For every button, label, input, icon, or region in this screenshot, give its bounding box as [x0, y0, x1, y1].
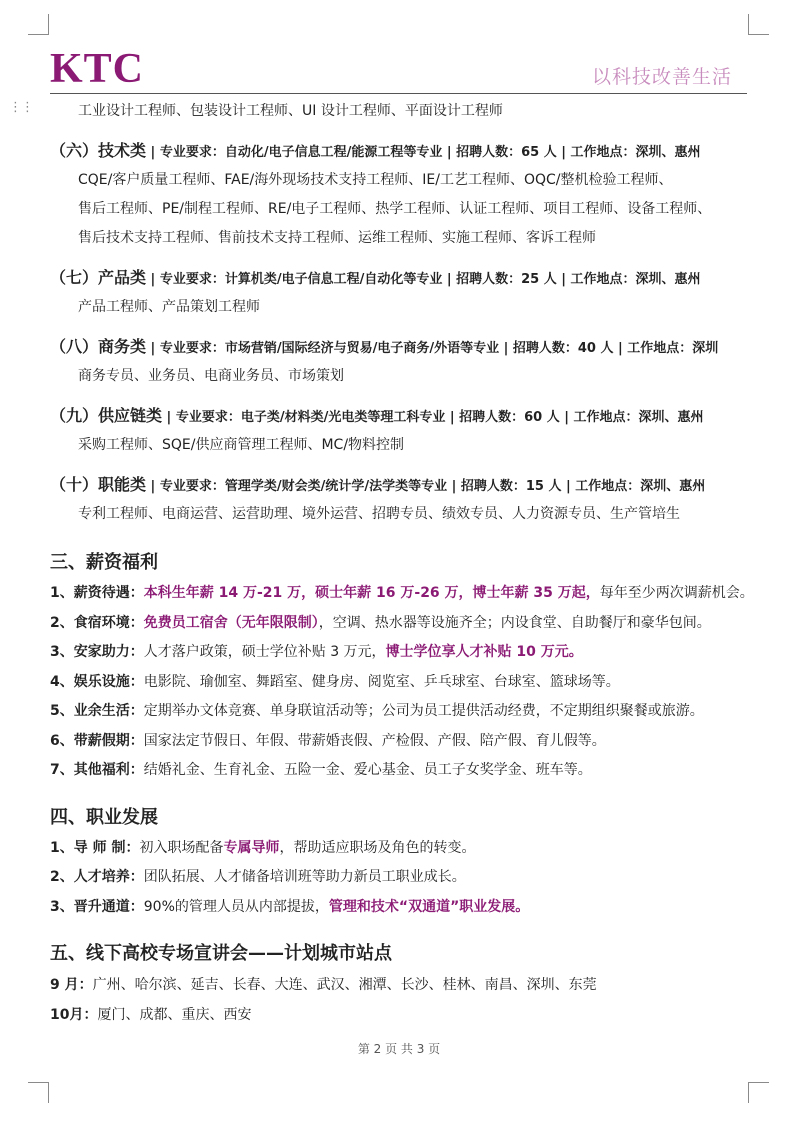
item-text: 初入职场配备: [139, 839, 224, 856]
ktc-logo: KTC: [50, 46, 145, 92]
salary-items: [50, 579, 754, 786]
category-positions: 专利工程师、电商运营、运营助理、境外运营、招聘专员、绩效专员、人力资源专员、生产管培生: [78, 506, 680, 522]
item-highlight: 博士学位享人才补贴 10 万元。: [385, 644, 583, 660]
crop-mark-top-right: [748, 14, 769, 35]
item-label: 3、安家助力：: [50, 644, 144, 660]
city-list: 厦门、成都、重庆、西安: [97, 1007, 252, 1023]
item-highlight: 免费员工宿舍（无年限限制）: [143, 614, 319, 631]
item-label: 5、业余生活：: [50, 703, 144, 719]
item-label: 6、带薪假期：: [50, 732, 144, 749]
header-slogan: 以科技改善生活: [591, 66, 732, 88]
category-requirements: | 专业要求：自动化/电子信息工程/能源工程等专业 | 招聘人数：65 人 | 工作地点：深圳、惠州: [146, 145, 701, 160]
job-categories: [50, 138, 750, 529]
list-item: [50, 697, 750, 727]
crop-mark-top-left: [28, 14, 49, 35]
category-name: 产品类: [98, 268, 147, 287]
list-item: [50, 638, 750, 668]
item-text: ，帮助适应职场及角色的转变。: [279, 839, 476, 856]
section-title-campus-talks: 五、线下高校专场宣讲会——计划城市站点: [50, 943, 392, 964]
item-label: 1、导 师 制：: [50, 839, 140, 856]
item-text: 团队拓展、人才储备培训班等助力新员工职业成长。: [143, 869, 466, 885]
category-number: （八）: [50, 337, 99, 356]
category-header: [50, 334, 750, 362]
category-header: [50, 403, 750, 431]
city-row: [50, 1000, 750, 1030]
item-text: 90%的管理人员从内部提拔，: [143, 898, 329, 915]
item-label: 7、其他福利：: [50, 762, 144, 778]
item-text: 结婚礼金、生育礼金、五险一金、爱心基金、员工子女奖学金、班车等。: [143, 762, 592, 778]
item-label: 4、娱乐设施：: [50, 673, 144, 690]
category-name: 商务类: [98, 337, 147, 356]
category-positions: 采购工程师、SQE/供应商管理工程师、MC/物料控制: [78, 437, 405, 453]
item-text: 国家法定节假日、年假、带薪婚丧假、产检假、产假、陪产假、育儿假等。: [143, 732, 606, 749]
item-text: ，空调、热水器等设施齐全；内设食堂、自助餐厅和豪华包间。: [318, 614, 711, 631]
crop-mark-bottom-right: [748, 1082, 769, 1103]
list-item: [50, 609, 750, 639]
city-row: [50, 970, 750, 1000]
category-header: [50, 138, 750, 166]
category-header: [50, 472, 750, 500]
category-name: 供应链类: [98, 406, 163, 425]
item-label: 1、薪资待遇：: [50, 585, 144, 601]
top-line: 工业设计工程师、包装设计工程师、UI 设计工程师、平面设计工程师: [78, 103, 503, 119]
month-label: 10月：: [50, 1007, 98, 1023]
item-text: 定期举办文体竞赛、单身联谊活动等；公司为员工提供活动经费，不定期组织聚餐或旅游。: [143, 703, 704, 719]
category-positions: CQE/客户质量工程师、FAE/海外现场技术支持工程师、IE/工艺工程师、OQC/整机检验工程师、: [78, 172, 673, 188]
item-text: 电影院、瑜伽室、舞蹈室、健身房、阅览室、乒乓球室、台球室、篮球场等。: [143, 673, 620, 690]
category-requirements: | 专业要求：电子类/材料类/光电类等理工科专业 | 招聘人数：60 人 | 工作地点：深圳、惠州: [162, 410, 704, 425]
page-footer: 第 2 页 共 3 页: [357, 1042, 441, 1056]
category-positions: 商务专员、业务员、电商业务员、市场策划: [78, 368, 344, 384]
category-name: 技术类: [98, 141, 147, 160]
category-number: （九）: [50, 406, 99, 425]
category-positions: 售后工程师、PE/制程工程师、RE/电子工程师、热学工程师、认证工程师、项目工程师、设备工程师、: [78, 201, 712, 217]
drag-handle-icon[interactable]: ⋮⋮: [9, 100, 33, 115]
list-item: [50, 834, 750, 864]
document-body: [50, 96, 754, 1030]
item-text: 人才落户政策，硕士学位补贴 3 万元，: [143, 644, 386, 660]
city-list: 广州、哈尔滨、延吉、长春、大连、武汉、湘潭、长沙、桂林、南昌、深圳、东莞: [92, 977, 597, 993]
item-highlight: 专属导师: [223, 839, 280, 856]
category-requirements: | 专业要求：管理学类/财会类/统计学/法学类等专业 | 招聘人数：15 人 | 工作地点：深圳、惠州: [146, 479, 706, 494]
category-positions: 产品工程师、产品策划工程师: [78, 299, 260, 315]
section-title-salary: 三、薪资福利: [50, 552, 158, 573]
category-requirements: | 专业要求：市场营销/国际经济与贸易/电子商务/外语等专业 | 招聘人数：40 人 | 工作地点：深圳: [146, 341, 719, 356]
month-label: 9 月：: [50, 977, 93, 993]
section-title-career: 四、职业发展: [50, 806, 158, 828]
list-item: [50, 756, 750, 786]
item-label: 3、晋升通道：: [50, 898, 144, 915]
item-highlight: 本科生年薪 14 万-21 万，硕士年薪 16 万-26 万，博士年薪 35 万起，: [143, 585, 600, 601]
category-number: （六）: [50, 141, 99, 160]
category-header: [50, 265, 750, 293]
list-item: [50, 668, 750, 698]
city-schedule: [50, 970, 750, 1030]
category-number: （十）: [50, 475, 99, 494]
item-label: 2、食宿环境：: [50, 614, 144, 631]
career-items: [50, 834, 750, 923]
crop-mark-bottom-left: [28, 1082, 49, 1103]
item-highlight: 管理和技术“双通道”职业发展。: [328, 898, 530, 915]
list-item: [50, 863, 750, 893]
category-requirements: | 专业要求：计算机类/电子信息工程/自动化等专业 | 招聘人数：25 人 | 工作地点：深圳、惠州: [146, 272, 701, 287]
header-rule: [50, 93, 747, 94]
list-item: [50, 579, 754, 609]
item-text: 每年至少两次调薪机会。: [599, 585, 754, 601]
category-positions: 售后技术支持工程师、售前技术支持工程师、运维工程师、实施工程师、客诉工程师: [78, 230, 596, 246]
list-item: [50, 727, 750, 757]
item-label: 2、人才培养：: [50, 869, 144, 885]
list-item: [50, 893, 750, 923]
category-name: 职能类: [98, 475, 147, 494]
category-number: （七）: [50, 268, 99, 287]
